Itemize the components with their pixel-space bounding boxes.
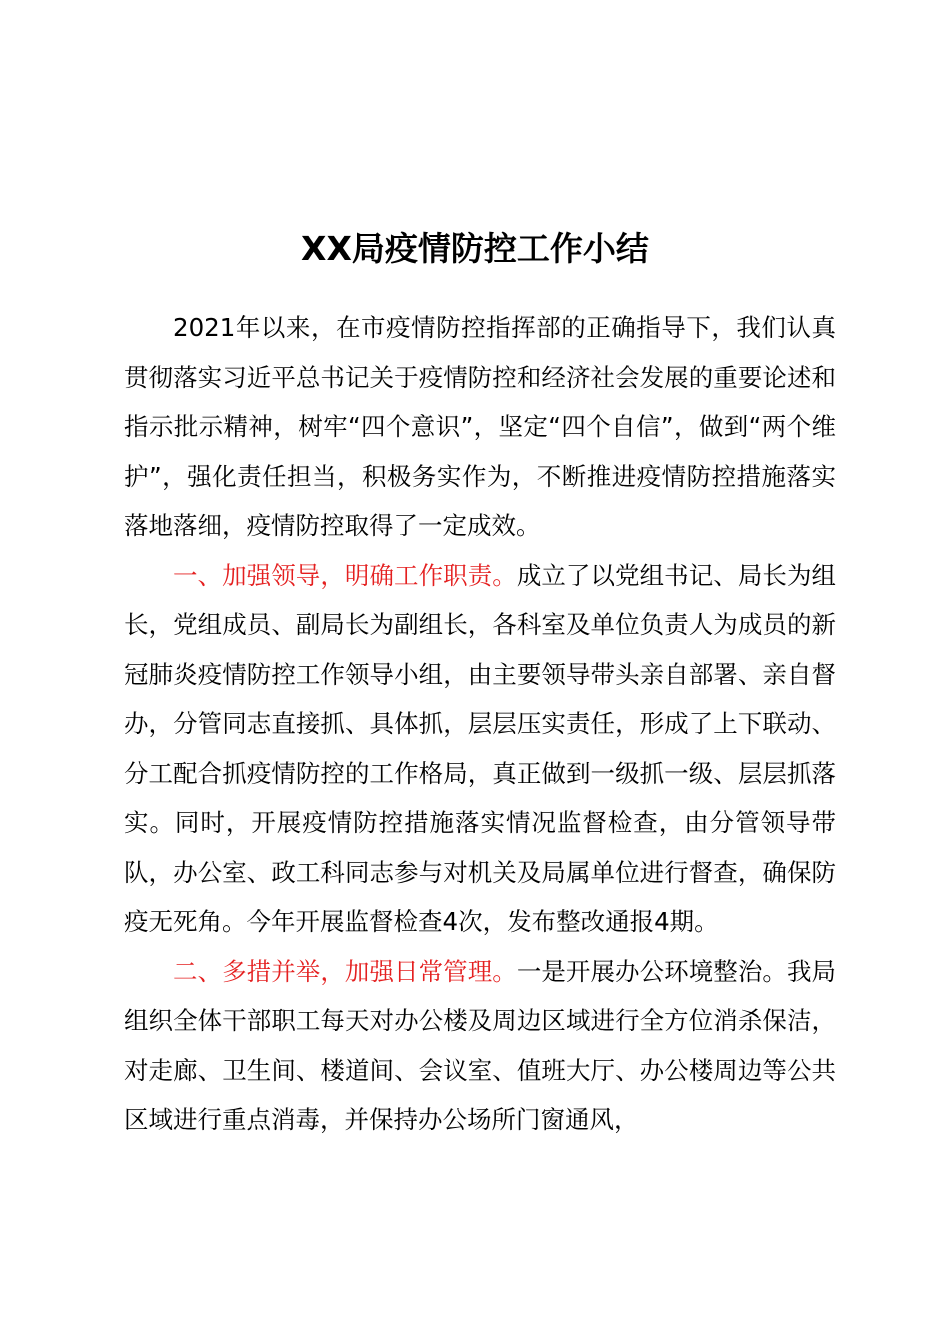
paragraph-text: 2021年以来，在市疫情防控指挥部的正确指导下，我们认真贯彻落实习近平总书记关于疫情防控和经济社会发展的重要论述和指示批示精神，树牢“四个意识”，坚定“四个自信”，做到“两个维护”，强化责任担当，积极务实作为，不断推进疫情防控措施落实落地落细，疫情防控取得了一定成效。 [124,313,836,540]
document-title: XX局疫情防控工作小结 [301,229,649,268]
paragraph-section-2 [124,947,836,1145]
paragraph-intro [124,303,836,551]
paragraph-text: 成立了以党组书记、局长为组长，党组成员、副局长为副组长，各科室及单位负责人为成员的新冠肺炎疫情防控工作领导小组，由主要领导带头亲自部署、亲自督办，分管同志直接抓、具体抓，层层压实责任，形成了上下联动、分工配合抓疫情防控的工作格局，真正做到一级抓一级、层层抓落实。同时，开展疫情防控措施落实情况监督检查，由分管领导带队，办公室、政工科同志参与对机关及局属单位进行督查，确保防疫无死角。今年开展监督检查4次，发布整改通报4期。 [124,560,837,936]
paragraph-text: 一是开展办公环境整治。我局组织全体干部职工每天对办公楼及周边区域进行全方位消杀保洁，对走廊、卫生间、楼道间、会议室、值班大厅、办公楼周边等公共区域进行重点消毒，并保持办公场所门窗通风， [124,956,837,1134]
document-body [124,303,836,1145]
section-heading-2: 二、多措并举，加强日常管理。 [173,956,517,986]
paragraph-section-1 [124,551,836,947]
section-heading-1: 一、加强领导，明确工作职责。 [173,560,517,590]
